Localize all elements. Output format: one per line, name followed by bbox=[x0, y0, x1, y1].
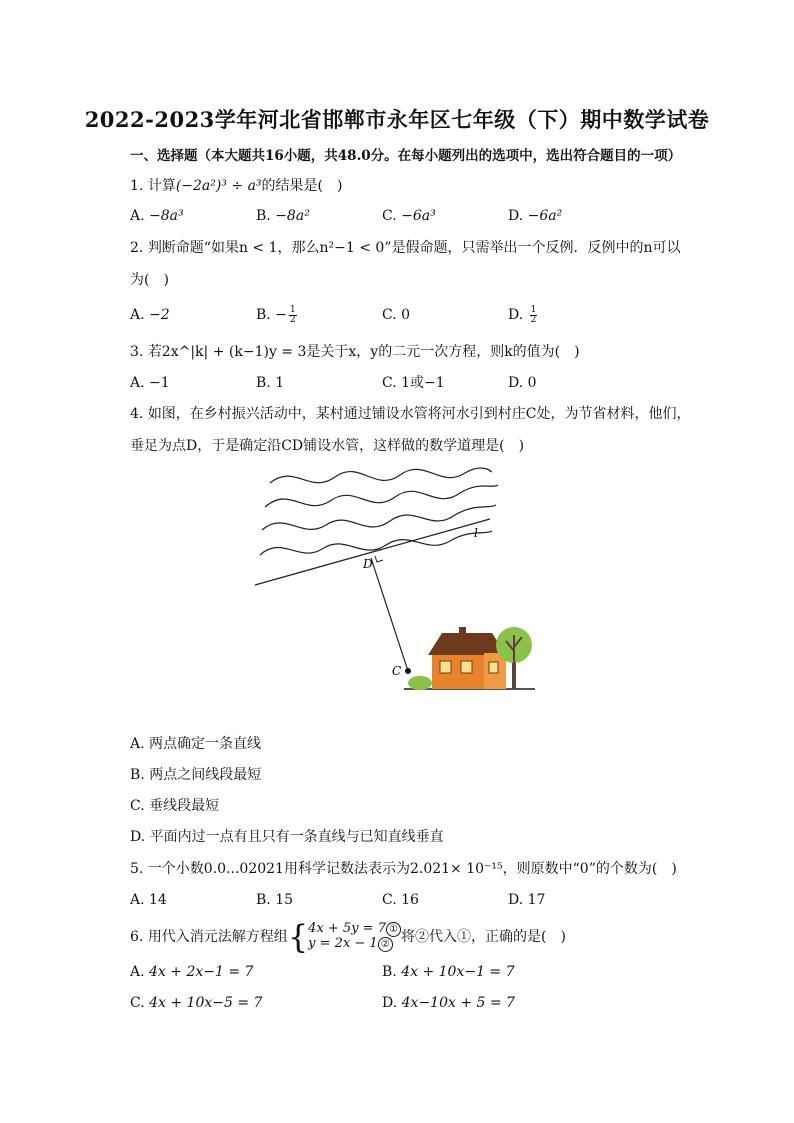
label-d: D bbox=[363, 557, 373, 571]
point-c bbox=[405, 668, 411, 674]
option-c[interactable]: C. 0 bbox=[382, 307, 411, 323]
question-text: 判断命题“如果n < 1，那么n²−1 < 0”是假命题，只需举出一个反例．反例中的n可以 bbox=[147, 240, 681, 256]
option-c[interactable]: C. 1或−1 bbox=[382, 375, 445, 391]
equation-system: 4x + 5y = 7 ① y = 2x − 1 ② bbox=[308, 922, 401, 952]
question-2-continued: 为( ) bbox=[130, 272, 169, 288]
question-text: 的结果是( ) bbox=[261, 178, 343, 194]
question-2 bbox=[130, 238, 681, 258]
option-c[interactable]: C. 16 bbox=[382, 892, 419, 908]
option-a[interactable]: A. −8a³ bbox=[130, 208, 184, 224]
section-heading: 一、选择题（本大题共16小题，共48.0分。在每小题列出的选项中，选出符合题目的一项） bbox=[130, 148, 682, 164]
system-brace: { bbox=[287, 918, 309, 956]
riverbank-line-l bbox=[255, 519, 490, 585]
question-4-continued: 垂足为点D，于是确定沿CD铺设水管，这样做的数学道理是( ) bbox=[130, 438, 525, 454]
question-number: 2. bbox=[130, 240, 144, 256]
option-a[interactable]: A. 4x + 2x−1 = 7 bbox=[130, 964, 254, 980]
page-title: 2022-2023学年河北省邯郸市永年区七年级（下）期中数学试卷 bbox=[84, 107, 710, 132]
option-d[interactable]: D. 0 bbox=[508, 375, 537, 391]
wave-line bbox=[262, 505, 496, 530]
option-a[interactable]: A. −2 bbox=[130, 307, 170, 323]
label-c: C bbox=[392, 664, 402, 678]
question-text: 计算 bbox=[147, 178, 176, 194]
right-angle-mark bbox=[375, 556, 383, 562]
option-c[interactable]: C. 垂线段最短 bbox=[130, 798, 220, 814]
question-number: 5. bbox=[130, 861, 144, 877]
segment-cd bbox=[371, 558, 408, 671]
question-1 bbox=[130, 176, 342, 196]
question-number: 4. bbox=[130, 406, 144, 422]
question-5 bbox=[130, 859, 677, 879]
window bbox=[489, 662, 498, 673]
option-b[interactable]: B. 两点之间线段最短 bbox=[130, 767, 262, 783]
option-d[interactable]: D. 17 bbox=[508, 892, 546, 908]
window bbox=[461, 661, 472, 673]
house-roof bbox=[428, 633, 506, 655]
option-a[interactable]: A. 两点确定一条直线 bbox=[130, 736, 262, 752]
option-d[interactable]: D. −6a² bbox=[508, 208, 563, 224]
option-b[interactable]: B. − $\frac{1}{2}$ bbox=[256, 304, 296, 325]
question-text: 用代入消元法解方程组 bbox=[147, 929, 288, 945]
option-c[interactable]: C. −6a³ bbox=[382, 208, 436, 224]
option-d[interactable]: D. 4x−10x + 5 = 7 bbox=[382, 995, 515, 1011]
option-d[interactable]: D. 平面内过一点有且只有一条直线与已知直线垂直 bbox=[130, 829, 444, 845]
bush bbox=[408, 676, 432, 690]
question-text: 若2x^|k| + (k−1)y = 3是关于x，y的二元一次方程，则k的值为( ) bbox=[147, 344, 580, 360]
chimney bbox=[459, 627, 466, 637]
option-d[interactable]: D. $\frac{1}{2}$ bbox=[508, 304, 537, 325]
question-text: 将②代入①，正确的是( ) bbox=[400, 929, 566, 945]
question-number: 3. bbox=[130, 344, 144, 360]
option-b[interactable]: B. 1 bbox=[256, 375, 285, 391]
wave-line bbox=[265, 485, 498, 507]
option-b[interactable]: B. 4x + 10x−1 = 7 bbox=[382, 964, 515, 980]
question-number: 1. bbox=[130, 178, 144, 194]
question-4 bbox=[130, 404, 691, 424]
option-b[interactable]: B. −8a² bbox=[256, 208, 310, 224]
label-l: l bbox=[474, 526, 478, 540]
river-village-figure bbox=[250, 455, 550, 700]
question-3 bbox=[130, 342, 580, 362]
wave-line bbox=[270, 468, 491, 483]
option-b[interactable]: B. 15 bbox=[256, 892, 294, 908]
question-text: 如图，在乡村振兴活动中，某村通过铺设水管将河水引到村庄C处，为节省材料，他们， bbox=[147, 406, 691, 422]
option-a[interactable]: A. 14 bbox=[130, 892, 167, 908]
question-text: 一个小数0.0...02021用科学记数法表示为2.021× 10⁻¹⁵，则原数中“0”的个数为( ) bbox=[147, 861, 677, 877]
question-number: 6. bbox=[130, 929, 144, 945]
option-c[interactable]: C. 4x + 10x−5 = 7 bbox=[130, 995, 263, 1011]
option-a[interactable]: A. −1 bbox=[130, 375, 170, 391]
question-6 bbox=[130, 918, 566, 956]
question-expression: (−2a²)³ ÷ a³ bbox=[175, 178, 262, 194]
window bbox=[440, 661, 451, 673]
